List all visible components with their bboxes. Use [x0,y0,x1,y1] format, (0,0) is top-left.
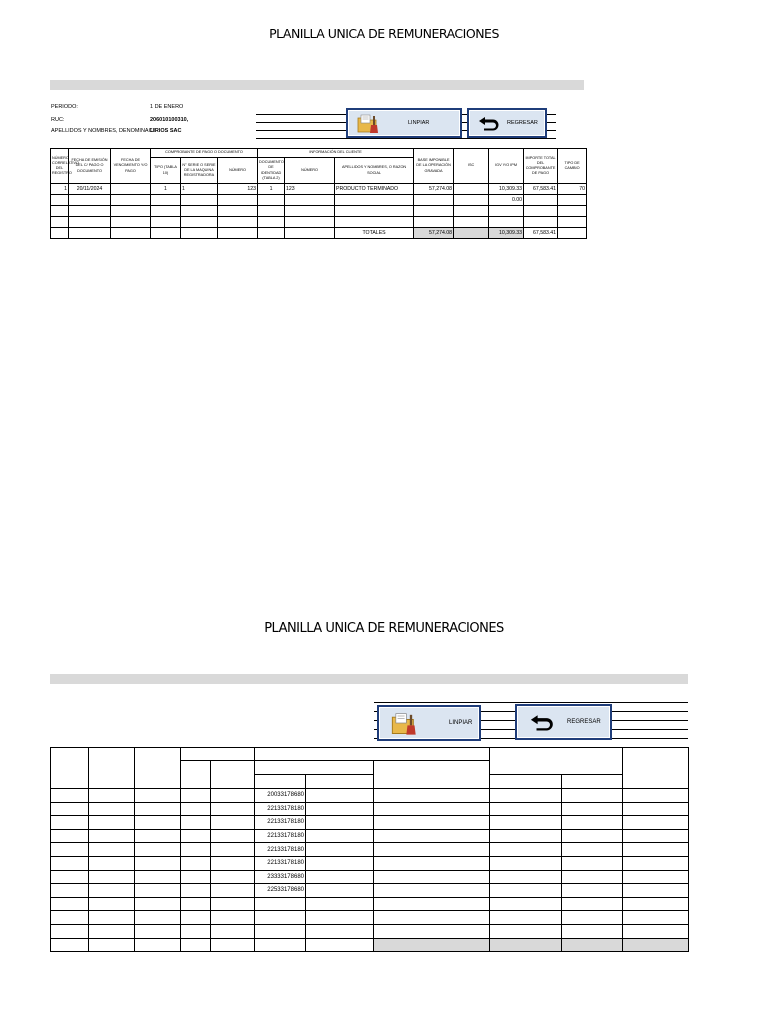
total-igv: 10,309.33 [489,228,524,239]
cell-base[interactable]: 57,274.08 [414,184,454,195]
table-cell[interactable] [306,789,374,803]
table-cell[interactable] [623,938,689,952]
table-cell[interactable] [181,938,211,952]
table-cell[interactable] [374,911,490,925]
cell-codigo[interactable]: 23333178680 [255,870,306,884]
regresar-label-2: REGRESAR [567,719,601,725]
table-cell[interactable] [306,802,374,816]
table-cell[interactable] [89,816,135,830]
limpiar-label-2: LINPIAR [449,720,473,726]
table-cell[interactable] [51,884,89,898]
cell-igv[interactable]: 0.00 [489,195,524,206]
table-cell[interactable] [51,870,89,884]
table-cell[interactable] [89,843,135,857]
table-cell[interactable] [562,802,623,816]
table-cell[interactable] [51,816,89,830]
header-importe-total: IMPORTE TOTAL DEL COMPROBANTE DE PAGO [524,149,558,184]
header-tipo: TIPO (TABLA 10) [151,158,181,184]
header-doc-identidad: DOCUMENTO DE IDENTIDAD (TABLA 2) [258,158,285,184]
table-cell[interactable] [135,884,181,898]
table-cell[interactable] [490,856,562,870]
table-cell[interactable] [306,924,374,938]
regresar-button[interactable] [467,108,547,138]
totals-row [51,228,587,239]
header-isc: ISC [454,149,489,184]
table-cell[interactable] [623,856,689,870]
table-cell[interactable] [89,911,135,925]
divider-line [256,138,556,139]
table-cell[interactable] [490,897,562,911]
table-cell[interactable] [374,802,490,816]
table-cell[interactable] [374,843,490,857]
limpiar-label: LINPIAR [408,120,430,126]
table-cell[interactable] [562,938,623,952]
header-base-imponible: BASE IMPONIBLE DE LA OPERACIÓN GRAVADA [414,149,454,184]
table-cell[interactable] [490,802,562,816]
table-cell[interactable] [51,829,89,843]
table-cell[interactable] [89,829,135,843]
table-row [51,217,587,228]
table-cell[interactable] [135,829,181,843]
header-fecha-vencimiento: FECHA DE VENCIMIENTO Y/O PAGO [111,149,151,184]
limpiar-button-2[interactable] [377,705,481,741]
table-cell[interactable] [623,816,689,830]
table-cell[interactable] [211,816,255,830]
return-arrow-icon [517,713,565,731]
table-row [51,938,689,952]
table-cell[interactable] [562,911,623,925]
table-cell[interactable] [211,911,255,925]
table-cell[interactable] [490,789,562,803]
table-cell[interactable] [306,911,374,925]
table-cell[interactable] [89,870,135,884]
table-cell[interactable] [89,856,135,870]
table-cell[interactable] [255,938,306,952]
table-cell[interactable] [211,897,255,911]
header-tipo-cambio: TIPO DE CAMBIO [558,149,587,184]
table-cell[interactable] [51,897,89,911]
table-cell[interactable] [374,856,490,870]
divider-line [374,702,688,703]
cell-importe[interactable]: 67,583.41 [524,184,558,195]
table-cell[interactable] [306,884,374,898]
table-cell[interactable] [623,802,689,816]
table-cell[interactable] [490,924,562,938]
cell-codigo[interactable]: 22133178180 [255,843,306,857]
table-cell[interactable] [623,870,689,884]
table-cell[interactable] [623,924,689,938]
total-importe: 67,583.41 [524,228,558,239]
razon-label: APELLIDOS Y NOMBRES, DENOMINACI [51,128,155,134]
table-cell[interactable] [135,802,181,816]
table-cell[interactable] [623,843,689,857]
table-cell[interactable] [490,870,562,884]
header-igv: IGV Y/O IPM [489,149,524,184]
table-cell[interactable] [51,938,89,952]
cell-codigo[interactable]: 22133178180 [255,856,306,870]
table-cell[interactable] [562,856,623,870]
cell-fecha[interactable]: 20/11/2024 [69,184,111,195]
table-row [51,184,587,195]
table-cell[interactable] [255,924,306,938]
table-cell[interactable] [181,924,211,938]
table-cell[interactable] [89,924,135,938]
table-cell[interactable] [51,924,89,938]
ruc-value: 206010100310, [150,117,189,123]
table-cell[interactable] [181,856,211,870]
table-cell[interactable] [562,870,623,884]
header-numero-cliente: NÚMERO [285,158,335,184]
table-cell[interactable] [51,911,89,925]
table-cell[interactable] [490,884,562,898]
header-info-cliente: INFORMACIÓN DEL CLIENTE [258,149,414,158]
table-cell[interactable] [562,897,623,911]
table-row [51,897,689,911]
cell-codigo[interactable]: 20033178680 [255,789,306,803]
page-title-1: PLANILLA UNICA DE REMUNERACIONES [269,26,499,41]
table-cell[interactable] [490,843,562,857]
table-cell[interactable] [374,938,490,952]
table-cell[interactable] [181,802,211,816]
table-cell[interactable] [135,870,181,884]
header-comprobante: COMPROBANTE DE PAGO O DOCUMENTO [151,149,258,158]
registro-table [50,148,587,239]
table-cell[interactable] [211,802,255,816]
cell-igv[interactable]: 10,309.33 [489,184,524,195]
table-row [51,924,689,938]
totals-label: TOTALES [335,228,414,239]
table-cell[interactable] [135,789,181,803]
header-correlativo: NÚMERO CORRELATIVO DEL REGISTRO [51,149,69,184]
table-row [51,195,587,206]
table-cell[interactable] [181,816,211,830]
cell-codigo[interactable]: 22133178180 [255,816,306,830]
table-row [51,856,689,870]
table-cell[interactable] [181,843,211,857]
cell-razon[interactable]: PRODUCTO TERMINADO [335,184,414,195]
table-cell[interactable] [562,884,623,898]
table-cell[interactable] [623,829,689,843]
table-row [51,911,689,925]
table-row [51,829,689,843]
periodo-value: 1 DE ENERO [150,104,184,110]
table-row [51,870,689,884]
table-cell[interactable] [89,802,135,816]
table-cell[interactable] [135,843,181,857]
table-cell[interactable] [211,924,255,938]
table-cell[interactable] [374,870,490,884]
table-cell[interactable] [562,829,623,843]
table-cell[interactable] [211,843,255,857]
cell-codigo[interactable]: 22133178180 [255,829,306,843]
table-cell[interactable] [181,829,211,843]
header-apellidos: APELLIDOS Y NOMBRES, O RAZON SOCIAL [335,158,414,184]
cell-isc[interactable] [454,184,489,195]
cell-cambio[interactable]: 70 [558,184,587,195]
table-cell[interactable] [562,924,623,938]
table-cell[interactable] [490,938,562,952]
table-cell[interactable] [306,829,374,843]
table-cell[interactable] [51,856,89,870]
table-cell[interactable] [89,884,135,898]
table-cell[interactable] [135,856,181,870]
table-row [51,816,689,830]
table-row [51,789,689,803]
cell-num-cliente[interactable]: 123 [285,184,335,195]
table-cell[interactable] [623,897,689,911]
table-cell[interactable] [211,789,255,803]
cell-codigo[interactable]: 22533178680 [255,884,306,898]
table-cell[interactable] [211,884,255,898]
header-fecha-emision: FECHA DE EMISIÓN DEL C/ PAGO O DOCUMENTO [69,149,111,184]
table-cell[interactable] [211,829,255,843]
table-cell[interactable] [89,897,135,911]
table-cell[interactable] [51,789,89,803]
gray-bar-2 [50,674,688,684]
ruc-label: RUC: [51,117,65,123]
cell-codigo[interactable]: 22133178180 [255,802,306,816]
table-cell[interactable] [181,897,211,911]
table-cell[interactable] [181,884,211,898]
cell-fecha-venc[interactable] [111,184,151,195]
table-cell[interactable] [374,897,490,911]
table-cell[interactable] [255,911,306,925]
table-cell[interactable] [89,789,135,803]
table-cell[interactable] [135,897,181,911]
folder-broom-icon [348,112,388,134]
table-cell[interactable] [211,856,255,870]
table-cell[interactable] [255,897,306,911]
table-cell[interactable] [135,816,181,830]
limpiar-button[interactable] [346,108,462,138]
remuneraciones-table [50,747,689,952]
cell-tipo[interactable]: 1 [151,184,181,195]
table-cell[interactable] [89,938,135,952]
table-cell[interactable] [306,816,374,830]
periodo-label: PERIODO: [51,104,78,110]
table-cell[interactable] [623,911,689,925]
table-cell[interactable] [306,843,374,857]
header-numero: NÚMERO [218,158,258,184]
table-cell[interactable] [211,938,255,952]
table-cell[interactable] [562,816,623,830]
total-base: 57,274.08 [414,228,454,239]
gray-bar-1 [50,80,584,90]
table-cell[interactable] [623,789,689,803]
cell-serie[interactable]: 1 [181,184,218,195]
table-cell[interactable] [306,938,374,952]
table-cell[interactable] [135,911,181,925]
return-arrow-icon [469,115,507,131]
table-cell[interactable] [306,870,374,884]
table-row [51,206,587,217]
folder-broom-icon [379,710,429,736]
table-cell[interactable] [490,816,562,830]
table-cell[interactable] [490,829,562,843]
table-cell[interactable] [181,789,211,803]
table-row [51,884,689,898]
table-cell[interactable] [135,938,181,952]
table-cell[interactable] [306,856,374,870]
table-cell[interactable] [374,884,490,898]
regresar-label: REGRESAR [507,120,538,126]
table-cell[interactable] [211,870,255,884]
header-serie: N° SERIE O SERIE DE LA MAQUINA REGISTRADORA [181,158,218,184]
table-cell[interactable] [51,843,89,857]
cell-numero[interactable]: 123 [218,184,258,195]
table-cell[interactable] [623,884,689,898]
table-cell[interactable] [181,870,211,884]
table-cell[interactable] [51,802,89,816]
table-cell[interactable] [374,816,490,830]
table-cell[interactable] [181,911,211,925]
page-title-2: PLANILLA UNICA DE REMUNERACIONES [264,621,504,636]
table-cell[interactable] [562,843,623,857]
cell-doc[interactable]: 1 [258,184,285,195]
table-cell[interactable] [135,924,181,938]
cell-correlativo[interactable]: 1 [51,184,69,195]
table-cell[interactable] [374,924,490,938]
table-cell[interactable] [562,789,623,803]
table-cell[interactable] [490,911,562,925]
razon-value: LIRIOS SAC [150,128,182,134]
table-cell[interactable] [374,789,490,803]
regresar-button-2[interactable] [515,704,612,740]
table-cell[interactable] [306,897,374,911]
table-row [51,843,689,857]
table-row [51,802,689,816]
table-cell[interactable] [374,829,490,843]
